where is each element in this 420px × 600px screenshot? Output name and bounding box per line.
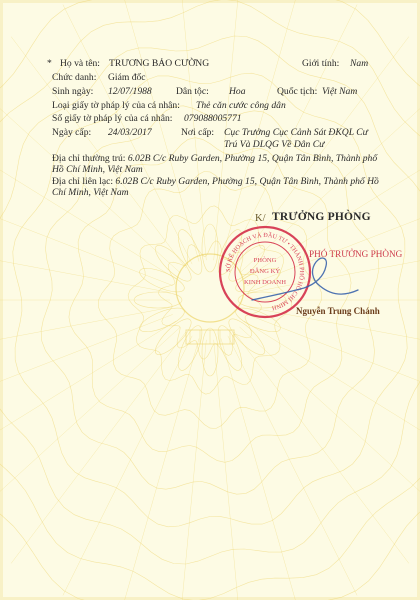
signer-name: Nguyễn Trung Chánh xyxy=(296,306,380,316)
permanent-address-value: 6.02B C/c Ruby Garden, Phường 15, Quận Tân Bình, Thành phố Hồ Chí Minh, Việt Nam xyxy=(52,153,378,175)
issue-place-line2: Trú Và DLQG Về Dân Cư xyxy=(224,139,325,150)
id-number-value: 079088005771 xyxy=(184,113,242,124)
id-type-label: Loại giấy tờ pháp lý của cá nhân: xyxy=(52,100,180,111)
ethnicity-value: Hoa xyxy=(229,86,246,97)
nationality-label: Quốc tịch: xyxy=(277,86,318,97)
bullet-mark: * xyxy=(47,58,52,69)
official-stamp xyxy=(220,227,403,317)
nationality-value: Việt Nam xyxy=(322,86,358,97)
issue-date-label: Ngày cấp: xyxy=(52,127,92,138)
signature-heading: TRƯỞNG PHÒNG xyxy=(272,211,371,223)
contact-address-value: 6.02B C/c Ruby Garden, Phường 15, Quận Tân Bình, Thành phố Hồ Chí Minh, Việt Nam xyxy=(52,176,379,198)
id-number-label: Số giấy tờ pháp lý của cá nhân: xyxy=(52,113,173,124)
ethnicity-label: Dân tộc: xyxy=(176,86,209,97)
position-label: Chức danh: xyxy=(52,72,97,83)
issue-date-value: 24/03/2017 xyxy=(108,127,152,138)
issue-place-line1: Cục Trưởng Cục Cảnh Sát ĐKQL Cư xyxy=(224,127,368,138)
name-value: TRƯƠNG BẢO CƯỜNG xyxy=(109,58,210,69)
stamp-line-3: KINH DOANH xyxy=(244,279,286,286)
stamp-ring-text: SỞ KẾ HOẠCH VÀ ĐẦU TƯ • THÀNH PHỐ HỒ CHÍ MINH xyxy=(224,231,306,312)
name-label: Họ và tên: xyxy=(60,58,100,69)
issue-place-label: Nơi cấp: xyxy=(181,127,215,138)
signature-prefix: K/ xyxy=(255,213,266,224)
gender-label: Giới tính: xyxy=(302,58,340,69)
position-value: Giám đốc xyxy=(108,72,146,83)
gender-value: Nam xyxy=(350,58,369,69)
dob-label: Sinh ngày: xyxy=(52,86,94,97)
id-type-value: Thẻ căn cước công dân xyxy=(196,100,286,111)
dob-value: 12/07/1988 xyxy=(108,86,152,97)
stamp-line-1: PHÒNG xyxy=(253,257,277,264)
contact-address-label: Địa chỉ liên lạc: xyxy=(52,176,114,187)
stamp-line-2: ĐĂNG KÝ xyxy=(249,268,281,275)
deputy-title: PHÓ TRƯỞNG PHÒNG xyxy=(309,249,403,259)
permanent-address-label: Địa chỉ thường trú: xyxy=(52,153,126,164)
